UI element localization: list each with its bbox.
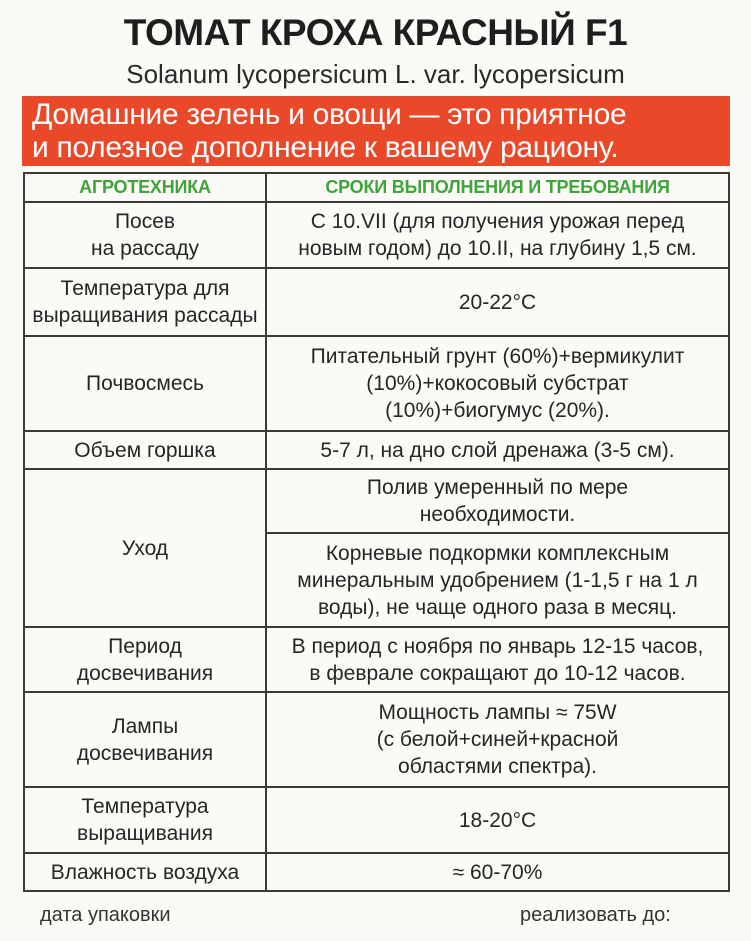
row-value (266, 336, 729, 431)
row-value: 5-7 л, на дно слой дренажа (3-5 см). (266, 431, 729, 469)
table-row (24, 431, 729, 469)
row-value (266, 469, 729, 533)
row-label: Влажность воздуха (24, 853, 266, 891)
row-value (266, 692, 729, 787)
label-line: Температура (81, 795, 209, 818)
value-line: воды), не чаще одного раза в месяц. (318, 595, 677, 619)
row-value (266, 627, 729, 692)
label-line: досвечивания (76, 741, 214, 765)
sell-by-label: реализовать до: (520, 904, 671, 926)
row-value: ≈ 60-70% (266, 853, 729, 891)
table-row (24, 202, 729, 268)
row-value (266, 202, 729, 268)
label-line: на рассаду (91, 237, 199, 260)
row-label (24, 627, 266, 692)
value-line: необходимости. (419, 503, 576, 526)
value-line: В период с ноября по январь 12-15 часов, (291, 634, 704, 658)
row-label: Почвосмесь (24, 336, 266, 431)
table-row (24, 268, 729, 336)
header-agrotechnics: АГРОТЕХНИКА (24, 173, 266, 202)
label-line: Период (108, 634, 182, 658)
header-requirements: СРОКИ ВЫПОЛНЕНИЯ И ТРЕБОВАНИЯ (266, 173, 729, 202)
table-row (24, 336, 729, 431)
value-line: (10%)+биогумус (20%). (385, 399, 610, 422)
label-line: Посев (114, 210, 176, 233)
value-line: Полив умеренный по мере (366, 476, 629, 499)
row-value (266, 533, 729, 627)
label-line: Лампы (111, 714, 179, 738)
promo-banner (22, 96, 730, 166)
value-line: С 10.VII (для получения урожая перед (310, 210, 685, 233)
value-line: (с белой+синей+красной (376, 728, 619, 751)
row-label (24, 202, 266, 268)
table-header-row (24, 173, 729, 202)
table-row (24, 853, 729, 891)
label-line: Температура для (60, 277, 230, 300)
label-line: досвечивания (76, 661, 214, 685)
latin-name: Solanum lycopersicum L. var. lycopersicum (126, 59, 625, 89)
table-row (24, 692, 729, 787)
value-line: Корневые подкормки комплексным (325, 541, 670, 565)
label-line: выращивания (77, 822, 213, 845)
value-line: в феврале сокращают до 10-12 часов. (309, 661, 686, 685)
pack-date-label: дата упаковки (40, 904, 171, 926)
value-line: новым годом) до 10.II, на глубину 1,5 см. (298, 237, 697, 260)
label-line: выращивания рассады (32, 304, 258, 327)
table-row (24, 469, 729, 533)
agrotechnics-table (23, 172, 730, 892)
row-label: Объем горшка (24, 431, 266, 469)
row-label (24, 268, 266, 336)
value-line: минеральным удобрением (1-1,5 г на 1 л (297, 568, 698, 592)
value-line: областями спектра). (398, 755, 597, 778)
banner-line-2: и полезное дополнение к вашему рациону. (32, 131, 619, 164)
value-line: Питательный грунт (60%)+вермикулит (310, 345, 685, 368)
banner-line-1: Домашние зелень и овощи — это приятное (32, 98, 627, 131)
row-value: 18-20°С (266, 787, 729, 853)
row-label (24, 692, 266, 787)
row-label (24, 787, 266, 853)
row-label: Уход (24, 469, 266, 627)
value-line: Мощность лампы ≈ 75W (378, 701, 617, 724)
row-value: 20-22°С (266, 268, 729, 336)
table-row (24, 627, 729, 692)
value-line: (10%)+кокосовый субстрат (366, 372, 629, 395)
product-title: ТОМАТ КРОХА КРАСНЫЙ F1 (123, 12, 628, 53)
table-row (24, 787, 729, 853)
